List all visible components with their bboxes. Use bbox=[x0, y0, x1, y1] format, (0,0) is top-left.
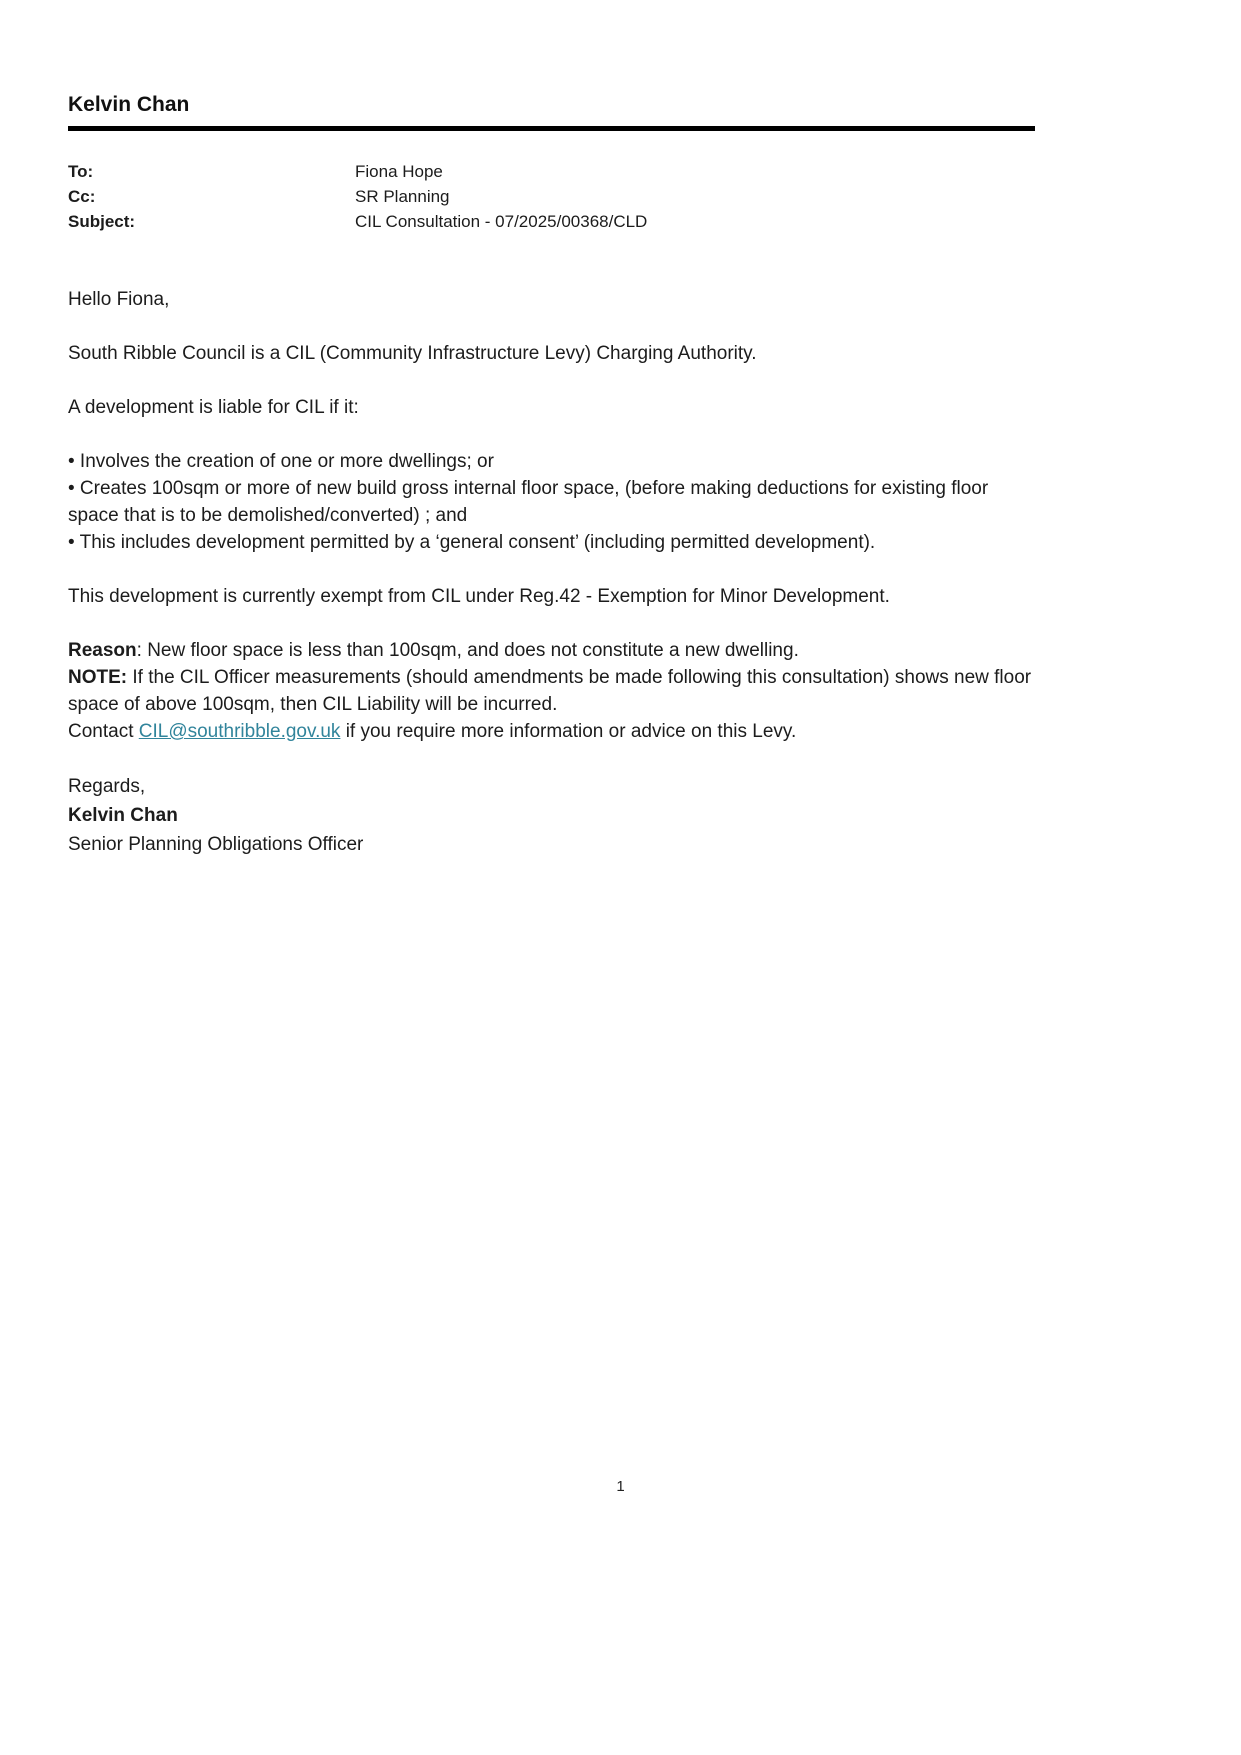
bullet-item: • Involves the creation of one or more dwellings; or bbox=[68, 451, 494, 472]
signature-closing: Regards, bbox=[68, 776, 146, 797]
page-number: 1 bbox=[616, 1478, 625, 1495]
field-subject-value: CIL Consultation - 07/2025/00368/CLD bbox=[355, 212, 648, 231]
bullet-list bbox=[68, 448, 1035, 556]
contact-line bbox=[68, 718, 1035, 745]
field-to-value: Fiona Hope bbox=[355, 162, 443, 181]
note-line bbox=[68, 664, 1035, 718]
field-subject bbox=[68, 209, 1035, 234]
reason-label: Reason bbox=[68, 640, 137, 661]
reason-text: : New floor space is less than 100sqm, and does not constitute a new dwelling. bbox=[136, 640, 799, 661]
field-cc-value: SR Planning bbox=[355, 187, 450, 206]
signature-block bbox=[68, 772, 1035, 859]
sender-name-heading: Kelvin Chan bbox=[68, 93, 190, 116]
paragraph-charging-authority: South Ribble Council is a CIL (Community Infrastructure Levy) Charging Authority. bbox=[68, 343, 757, 364]
reason-line bbox=[68, 637, 1035, 664]
bullet-item: • This includes development permitted by a ‘general consent’ (including permitted development). bbox=[68, 532, 876, 553]
paragraph-exemption: This development is currently exempt from CIL under Reg.42 - Exemption for Minor Development. bbox=[68, 586, 890, 607]
greeting: Hello Fiona, bbox=[68, 289, 170, 310]
paragraph-liable-intro: A development is liable for CIL if it: bbox=[68, 397, 359, 418]
field-cc-label: Cc: bbox=[68, 187, 96, 206]
contact-prefix: Contact bbox=[68, 721, 139, 742]
reason-note-block bbox=[68, 637, 1035, 745]
header-rule bbox=[68, 126, 1035, 131]
field-subject-label: Subject: bbox=[68, 212, 136, 231]
email-link[interactable]: CIL@southribble.gov.uk bbox=[138, 721, 341, 742]
field-to-label: To: bbox=[68, 162, 94, 181]
field-cc bbox=[68, 184, 1035, 209]
email-body bbox=[68, 286, 1035, 859]
note-label: NOTE: bbox=[68, 667, 128, 688]
note-text: If the CIL Officer measurements (should amendments be made following this consultation) shows new floor space of above 100sqm, then CIL Liability will be incurred. bbox=[68, 667, 1032, 715]
signature-title: Senior Planning Obligations Officer bbox=[68, 834, 364, 855]
contact-suffix: if you require more information or advice on this Levy. bbox=[340, 721, 797, 742]
field-to bbox=[68, 159, 1035, 184]
signature-name: Kelvin Chan bbox=[68, 805, 178, 826]
bullet-item: • Creates 100sqm or more of new build gross internal floor space, (before making deductions for existing floor space that is to be demolished/converted) ; and bbox=[68, 478, 989, 526]
email-header-fields bbox=[68, 159, 1035, 234]
